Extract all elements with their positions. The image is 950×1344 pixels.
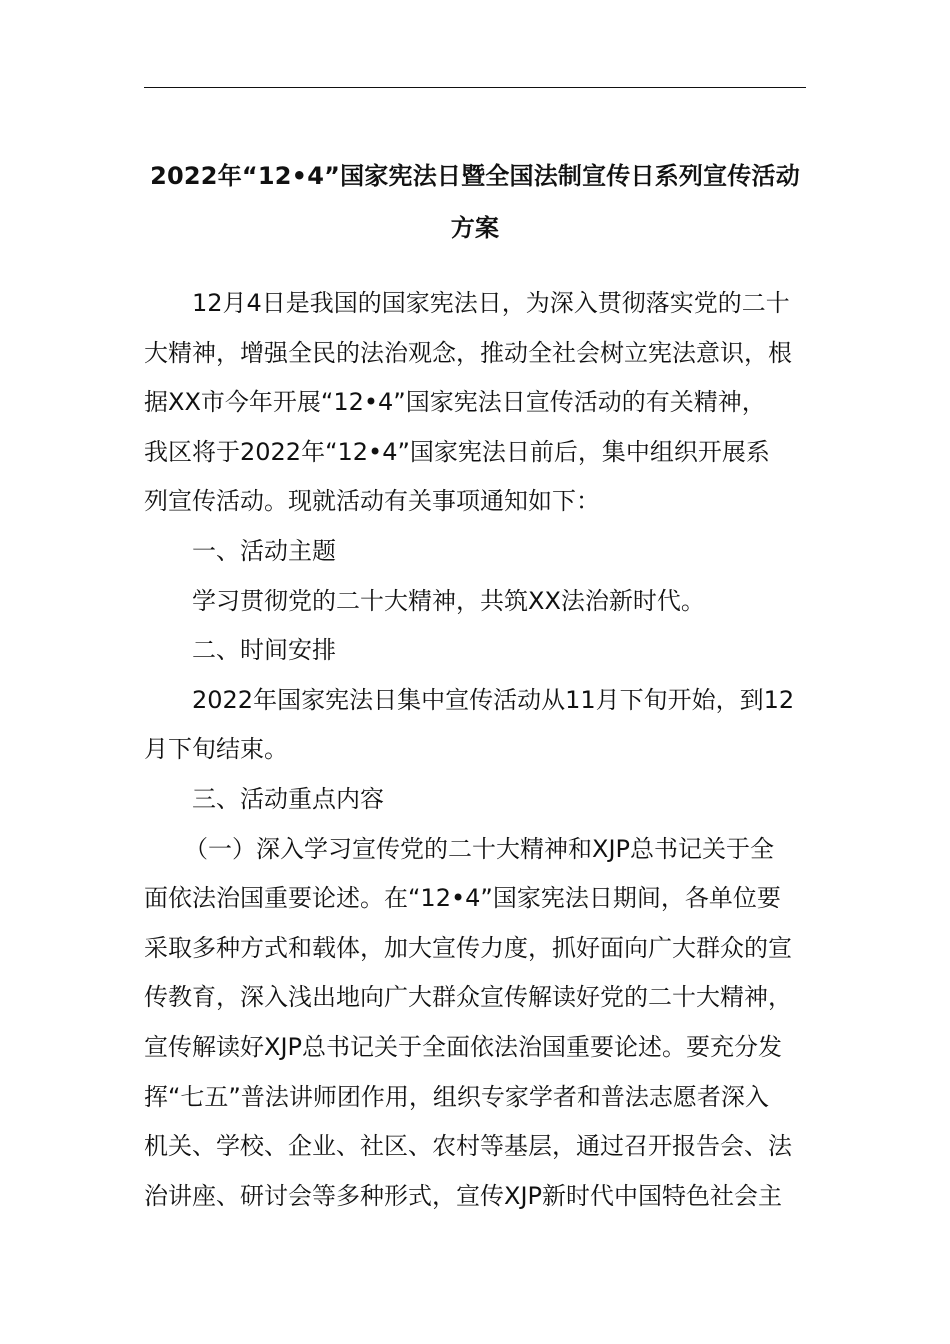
title-line-2: 方案 — [450, 214, 500, 242]
document-title — [144, 150, 806, 254]
paragraph-line: 传教育，深入浅出地向广大群众宣传解读好党的二十大精神， — [144, 983, 792, 1012]
header-rule — [144, 87, 806, 88]
paragraph-line: 学习贯彻党的二十大精神，共筑XX法治新时代。 — [192, 586, 705, 615]
document-body — [144, 279, 806, 1221]
paragraph-line: 大精神，增强全民的法治观念，推动全社会树立宪法意识，根 — [144, 338, 792, 367]
paragraph-line: （一）深入学习宣传党的二十大精神和XJP总书记关于全 — [184, 834, 774, 863]
paragraph-line: 列宣传活动。现就活动有关事项通知如下： — [144, 487, 600, 516]
paragraph-line: 据XX市今年开展“12•4”国家宪法日宣传活动的有关精神， — [144, 388, 766, 417]
paragraph-line: 月下旬结束。 — [144, 735, 288, 764]
paragraph-line: 2022年国家宪法日集中宣传活动从11月下旬开始，到12 — [192, 685, 795, 714]
section-heading-schedule: 二、时间安排 — [192, 636, 336, 665]
paragraph-line: 面依法治国重要论述。在“12•4”国家宪法日期间，各单位要 — [144, 884, 781, 913]
paragraph-line: 我区将于2022年“12•4”国家宪法日前后，集中组织开展系 — [144, 437, 770, 466]
paragraph-line: 宣传解读好XJP总书记关于全面依法治国重要论述。要充分发 — [144, 1032, 782, 1061]
title-line-1: 2022年“12•4”国家宪法日暨全国法制宣传日系列宣传活动 — [150, 162, 800, 190]
section-heading-content: 三、活动重点内容 — [192, 784, 384, 813]
paragraph-line: 采取多种方式和载体，加大宣传力度，抓好面向广大群众的宣 — [144, 933, 792, 962]
paragraph-line: 治讲座、研讨会等多种形式，宣传XJP新时代中国特色社会主 — [144, 1181, 782, 1210]
section-heading-theme: 一、活动主题 — [192, 536, 336, 565]
paragraph-line: 12月4日是我国的国家宪法日，为深入贯彻落实党的二十 — [192, 289, 790, 317]
paragraph-line: 挥“七五”普法讲师团作用，组织专家学者和普法志愿者深入 — [144, 1082, 769, 1111]
paragraph-line: 机关、学校、企业、社区、农村等基层，通过召开报告会、法 — [144, 1132, 792, 1161]
